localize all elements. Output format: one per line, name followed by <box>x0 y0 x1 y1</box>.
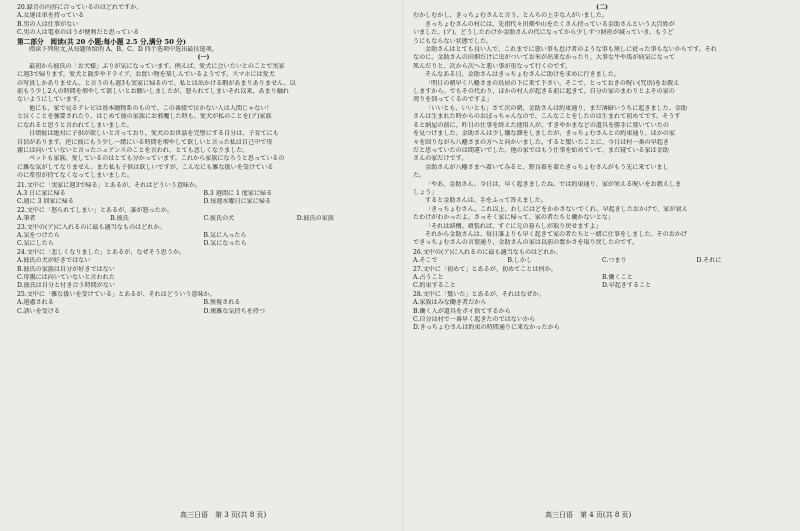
question-22 <box>17 207 390 224</box>
passage-line: 自信があります。逆に彼にもう少し一緒にいる時間を増やして欲しいと言った私は自己中で母 <box>17 138 273 146</box>
passage-line: を見つけました。金助さんは少し嫌な顔をしましたが、きっちょむさんとの約束通り、ほかの家 <box>413 130 676 138</box>
passage-line: さんの家だけです。 <box>413 155 468 163</box>
right-page <box>413 4 791 506</box>
option-row <box>17 232 390 240</box>
question-stem: 23.文中の(ア)に入れるのに最も適当なものはどれか。 <box>17 223 166 231</box>
answer-option[interactable]: D.きっちょむさんは約束の時間通りに来なかったから <box>413 324 560 332</box>
passage-line: ペットも家族、愛しているのはとても分かっています。これから家族になろうと思っているの <box>29 155 285 163</box>
passage-line: 金助さんはとても良い人で、これまでに悪い事も怠け者のような事も無しに従った事もないからです。それ <box>425 46 717 54</box>
answer-option[interactable]: A.占うこと <box>413 274 444 281</box>
q20-option: C.男の人は電車のほうが便利だと思っている <box>17 29 140 37</box>
question-stem: 26.文中の(ア)に入れるのに最も適当なものはどれか。 <box>413 248 562 256</box>
passage-line: の写真しかありません。と言うのも週3も実家に帰るので、私とは出かける暇があまりありません。以 <box>17 79 296 87</box>
question-stem: 25.文中に「雑な扱いを受けている」とあるが、それはどういう意味か。 <box>17 290 216 298</box>
q20-block <box>17 4 390 38</box>
passage-line: に雑な気がしてなりません。また私も子供は欲しいですが、こんなにも雑な扱いを受けている <box>17 163 274 171</box>
question-21 <box>17 182 390 207</box>
left-page-footer: 高三日语 第 3 页(共 8 页) <box>180 511 267 519</box>
option-row <box>17 198 390 206</box>
question-stem: 22.文中に「怒られてしまい」とあるが、誰が怒ったか。 <box>17 206 173 214</box>
answer-option[interactable]: D.毎週水曜日に家に帰る <box>203 198 272 206</box>
answer-option[interactable]: C.週に 3 回家に帰る <box>17 198 74 206</box>
passage-line: に週3で帰ります。愛犬と散歩やドライブ、お買い物を楽しんでいるようです。スマホには愛犬 <box>17 71 275 79</box>
answer-option[interactable]: D.彼氏は自分と付き合う時間がない <box>17 282 116 290</box>
option-row <box>17 215 390 223</box>
answer-option[interactable]: C.母親には向いていないと言われた <box>17 274 115 281</box>
answer-option[interactable]: B.3 週間に 1 度家に帰る <box>203 189 273 197</box>
question-stem: 24.文中に「悲しくなりました」とあるが、なぜそう思うか。 <box>17 248 186 256</box>
passage-line: 「きっちょむさん、これ以上、わしにはどをかかさないでくれ。早起きしたおかげで、家が衰え <box>425 205 688 213</box>
answer-option[interactable]: C.自分は村で一番早く起きたのではないから <box>413 316 536 324</box>
passage-line: それから金助さんは、毎日誰よりも早く起きて家の者たちと一緒に仕事をしました。そのおかげ <box>425 230 688 238</box>
answer-option[interactable]: A.彼氏の犬が好きではない <box>17 257 91 265</box>
question-27 <box>413 266 791 291</box>
q20-option: A.女達は車を持っている <box>17 12 85 20</box>
passage-line: 最初から彼氏の「お犬様」ぶりが気になっています。例えば、愛犬に会いたいとのことで実家 <box>29 62 285 70</box>
right-page-footer: 高三日语 第 4 页(共 8 页) <box>545 511 632 519</box>
answer-option[interactable]: B.無視される <box>203 299 241 307</box>
answer-option[interactable]: B.働く人が道具をポイ捨てするから <box>413 307 511 315</box>
option-row <box>413 257 791 265</box>
passage-line: なのに、金助さんの田畑だけに虫がついてお米が出来なかったり、大事な牛や馬が病気になって <box>413 54 676 62</box>
section-two-heading: (二) <box>596 4 608 11</box>
answer-option[interactable]: B.彼氏の家族は自分が好きではない <box>17 265 115 273</box>
page-divider <box>402 0 403 531</box>
answer-option[interactable]: C.彼氏の犬 <box>203 215 235 223</box>
passage-line: だと思っていたのは間違いでした。他の家ではもう仕事を始めていて、まだ寝ている家は金助 <box>413 146 669 154</box>
passage-line: 「いいとも、いいとも」さて次の朝、金助さんは約束通り、まだ薄暗いうちに起きました。金助 <box>425 104 688 112</box>
answer-option[interactable]: A.遠慮される <box>17 299 54 307</box>
option-row <box>17 240 390 248</box>
passage-line: きっちょむさんの村には、先祖代々田畑や山をたくさん持っている金助さんという大百姓が <box>425 20 675 28</box>
option-row <box>17 308 390 316</box>
passage-line: ると納屋の前に、昨日の仕事を終えた使用人が、すきやかまなどの道具を勝手に置いていたの <box>413 121 669 129</box>
answer-option[interactable]: A.筆者 <box>17 215 36 223</box>
passage-line: しますから。でもその代わり、ほかの村人が起きる前に起きて、自分の家のまわりとよその家の <box>413 88 675 96</box>
question-stem: 27.文中に「初めて」とあるが、初めてことは何か。 <box>413 265 557 273</box>
passage-line: 「明日の朝早く八幡さまの鳥居の下に来て下さい。そこで、とっておきの呪い(咒语)をお教え <box>425 79 680 87</box>
passage-line: 「やあ、金助さん。今日は、早く起きましたね。では約束通り、家が栄える呪いをお教えしま <box>425 180 682 188</box>
passage-line: 々を回りながら八幡さまの方へと向かいました。すると驚いたことに、今日は村一番の早起き <box>413 138 669 146</box>
answer-option[interactable]: D.早起きすること <box>602 282 652 290</box>
passage-line: そんなある日、金助さんはきっちょむさんに助けを求めに行きました。 <box>425 71 620 79</box>
answer-option[interactable]: B.彼氏 <box>110 215 129 223</box>
passage-line: たわけがわかったよ。さっそく家に帰って、家の者たちと働かないとな」 <box>413 214 614 222</box>
answer-option[interactable]: D.気になったら <box>203 240 247 248</box>
passage-line: 金助さんが八幡さまへ着いてみると、野良着を着たきっちょむさんがもう先に来ていまし <box>425 163 669 171</box>
question-24 <box>17 249 390 291</box>
part-instructions: 阅读下列短文,从每题所给的 A、B、C、D 四个选项中选出最佳选项。 <box>29 46 218 54</box>
question-stem: 21.文中に「実家に週3で帰る」とあるが、それはどういう意味か。 <box>17 181 202 189</box>
answer-option[interactable]: C.約束すること <box>413 282 456 290</box>
passage-line: 日頃彼は絶対に子供が欲しいと言っており、愛犬のお世話を完璧にする自分は、子育てにも <box>29 130 279 138</box>
passage-two <box>413 12 791 247</box>
answer-option[interactable]: D.それに <box>696 257 722 265</box>
passage-line: しょう」 <box>413 188 438 196</box>
passage-line: いました。(ア)、どうしたわけか金助さんの代になってから少しずつ財産が減っていき、もうど <box>413 29 674 37</box>
answer-option[interactable]: C.気にしたら <box>17 240 54 248</box>
passage-line: 周りを回ってくるのですよ」 <box>413 96 493 104</box>
left-page <box>17 4 390 506</box>
passage-line: のに希望が持てなくなってしまいました。 <box>17 172 133 180</box>
option-row <box>413 282 791 290</box>
option-row <box>17 299 390 307</box>
question-26 <box>413 249 791 266</box>
passage-line: 死んだりと、次から次へと悪い事が重なって行くのです。 <box>413 62 571 70</box>
passage-line: ないようにしています。 <box>17 96 84 104</box>
answer-option[interactable]: A.そこで <box>413 257 438 265</box>
passage-line: 親には向いていないと言ったニュアンスのことを言われ、とても悲しくなりました。 <box>17 146 249 154</box>
passage-line: さんは生まれた時からのおぼっちゃんなので、こんなことをしたのは生まれて初めてです。そうす <box>413 113 681 121</box>
passage-line: 「それは結構。頑張れば、すぐに元の暮らしが取り戻せますよ」 <box>425 222 602 230</box>
answer-option[interactable]: A.気をつけたら <box>17 231 60 239</box>
answer-option[interactable]: B.気に入ったら <box>203 231 247 239</box>
passage-line: すると金助さんは、手をふって答えました。 <box>425 197 547 205</box>
answer-option[interactable]: B.しかし <box>507 257 533 265</box>
q20-option: B.男の人は仕事がない <box>17 20 79 28</box>
answer-option[interactable]: D.複雑な気持ちを持つ <box>203 307 265 315</box>
q20-stem: 20.録音の内容に合っているのはどれですか。 <box>17 4 143 11</box>
answer-option[interactable]: B.働くこと <box>602 274 633 281</box>
option-row <box>17 190 390 198</box>
answer-option[interactable]: A.家族はみな働き者だから <box>413 299 487 307</box>
question-23 <box>17 224 390 249</box>
passage-line: になれると思うと言われてしまいました。 <box>17 121 133 129</box>
section-one-heading: (一) <box>197 54 210 62</box>
passage-line: 他にも、家で見るテレビは基本動物系のもので、この番組で泣かない人は人間じゃない！ <box>29 104 273 112</box>
question-stem: 28.文中に「驚いた」とあるが、それはなぜか。 <box>413 290 545 298</box>
question-25 <box>17 291 390 316</box>
option-row <box>413 274 791 282</box>
passage-line: と泣くことを強要されたり、はじめて彼の家族にお邪魔した時も、愛犬が私のことを(ア)家族 <box>17 113 272 121</box>
answer-option[interactable]: C.誘いを受ける <box>17 307 60 315</box>
passage-line: できっちょむさんの言葉通り、金助さんの家は以前の豊かさを取り戻したのです。 <box>413 239 638 247</box>
answer-option[interactable]: C.つまり <box>602 257 627 265</box>
passage-line: 前もう少し2人の時間を増やして欲しいとお願いしましたが、怒られてしまいそれ以来、あまり触れ <box>17 88 290 96</box>
passage-line: うにもならない状態でした。 <box>413 37 493 45</box>
passage-line: むかしむかし、きっちょむさんと言う、とんちの上手な人がいました。 <box>413 12 608 20</box>
part-title: 第二部分 阅读(共 20 小题;每小题 2.5 分,满分 50 分) <box>17 37 187 46</box>
passage-one <box>17 63 390 181</box>
answer-option[interactable]: D.彼氏の家族 <box>296 215 334 223</box>
answer-option[interactable]: A.3 日に家に帰る <box>17 189 66 197</box>
passage-line: た。 <box>413 172 426 180</box>
question-28 <box>413 291 791 333</box>
